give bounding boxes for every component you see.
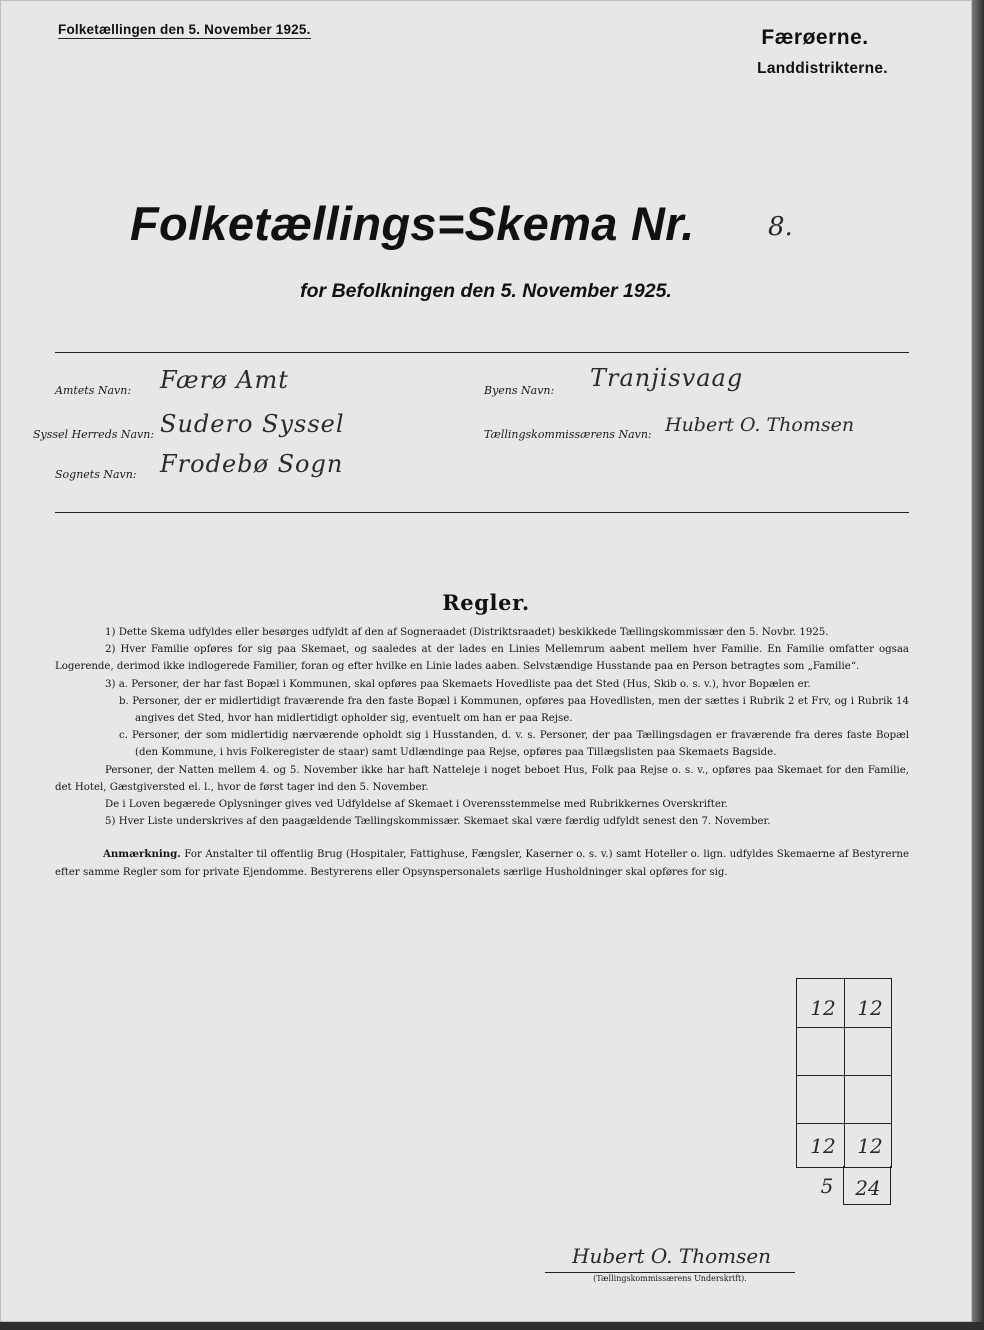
tally-row1-left: 12 [810, 996, 836, 1020]
rule-1: 1) Dette Skema udfyldes eller besørges udfyldt af den af Sogneraadet (Distriktsraadet) beskikkede Tællingskommissær den 5. Novbr. 1925. [105, 627, 829, 638]
region-name: Færøerne. [761, 26, 869, 49]
form-number-handwritten: 8. [768, 212, 793, 242]
rule-3c: c. Personer, der som midlertidig nærværende opholdt sig i Husstanden, d. v. s. Personer, der paa Tællingsdagen er fraværende fra deres faste Bopæl (den Kommune, i hvis Folkeregister de staar) samt Udlændinge paa Rejse, opføres paa Tillægslisten paa Skemaets Bagside. [119, 730, 909, 759]
rules-text [55, 624, 909, 881]
by-label: Byens Navn: [484, 384, 555, 397]
rule-4: De i Loven begærede Oplysninger gives ved Udfyldelse af Skemaet i Overensstemmelse med Rubrikkernes Overskrifter. [105, 799, 728, 811]
tally-row4-left: 12 [810, 1134, 836, 1158]
sogn-label: Sognets Navn: [55, 468, 137, 481]
district-type: Landdistrikterne. [757, 60, 888, 77]
rules-heading: Regler. [442, 590, 530, 615]
by-value: Tranjisvaag [590, 364, 744, 392]
fields-divider [55, 512, 909, 513]
census-date-header: Folketællingen den 5. November 1925. [58, 22, 311, 37]
scan-edge-right [972, 0, 984, 1330]
form-title: Folketællings=Skema Nr. [130, 197, 695, 250]
rule-2: 2) Hver Familie opføres for sig paa Skemaet, og saaledes at der lades en Linies Mellemrum aabent mellem hver Familie. En Familie omfatter ogsaa Logerende, derimod ikke indlogerede Familier, foran og efter hvilke en Linie lades aaben. Selvstændige Husstande paa en Person betragtes som „Familie“. [55, 644, 909, 673]
top-divider [55, 352, 909, 353]
kommissaer-label: Tællingskommissærens Navn: [484, 428, 652, 441]
sogn-value: Frodebø Sogn [160, 450, 344, 478]
tally-row1-right: 12 [857, 996, 883, 1020]
signature-caption: (Tællingskommissærens Underskrift). [593, 1274, 747, 1283]
signature-line [545, 1272, 795, 1273]
rule-5: 5) Hver Liste underskrives af den paagældende Tællingskommissær. Skemaet skal være færdig udfyldt senest den 7. November. [105, 816, 771, 828]
amt-value: Færø Amt [160, 366, 289, 394]
form-subtitle: for Befolkningen den 5. November 1925. [300, 280, 672, 302]
rule-3d: Personer, der Natten mellem 4. og 5. November ikke har haft Natteleje i noget beboet Hus, Folk paa Rejse o. s. v., opføres paa Skemaet for den Familie, det Hotel, Gæstgiversted el. l., hvor de først tager ind den 5. November. [55, 764, 909, 793]
scan-edge-bottom [0, 1322, 984, 1330]
annotation-label: Anmærkning. [103, 848, 181, 861]
annotation-paragraph [55, 846, 909, 880]
herred-value: Sudero Syssel [160, 410, 345, 438]
rule-3a: 3) a. Personer, der har fast Bopæl i Kommunen, skal opføres paa Skemaets Hovedliste paa det Sted (Hus, Skib o. s. v.), hvor Bopælen er. [105, 678, 811, 690]
kommissaer-value: Hubert O. Thomsen [665, 414, 855, 436]
tally-total-left: 5 [820, 1174, 834, 1198]
tally-total-right: 24 [855, 1176, 881, 1200]
amt-label: Amtets Navn: [55, 384, 132, 397]
herred-label: Syssel Herreds Navn: [33, 428, 155, 441]
annotation-text: For Anstalter til offentlig Brug (Hospitaler, Fattighuse, Fængsler, Kaserner o. s. v.) samt Hoteller o. lign. udfyldes Skemaerne af Bestyrerne efter samme Regler som for private Ejendomme. Bestyrerens eller Opsynspersonalets særlige Husholdninger skal opføres for sig. [55, 849, 909, 878]
signature-handwritten: Hubert O. Thomsen [572, 1244, 772, 1268]
tally-row4-right: 12 [857, 1134, 883, 1158]
rule-3b: b. Personer, der er midlertidigt fraværende fra den faste Bopæl i Kommunen, opføres paa Hovedlisten, men der sættes i Rubrik 2 et Frv, og i Rubrik 14 angives det Sted, hvor han midlertidigt opholder sig, eventuelt om han er paa Rejse. [119, 695, 909, 725]
